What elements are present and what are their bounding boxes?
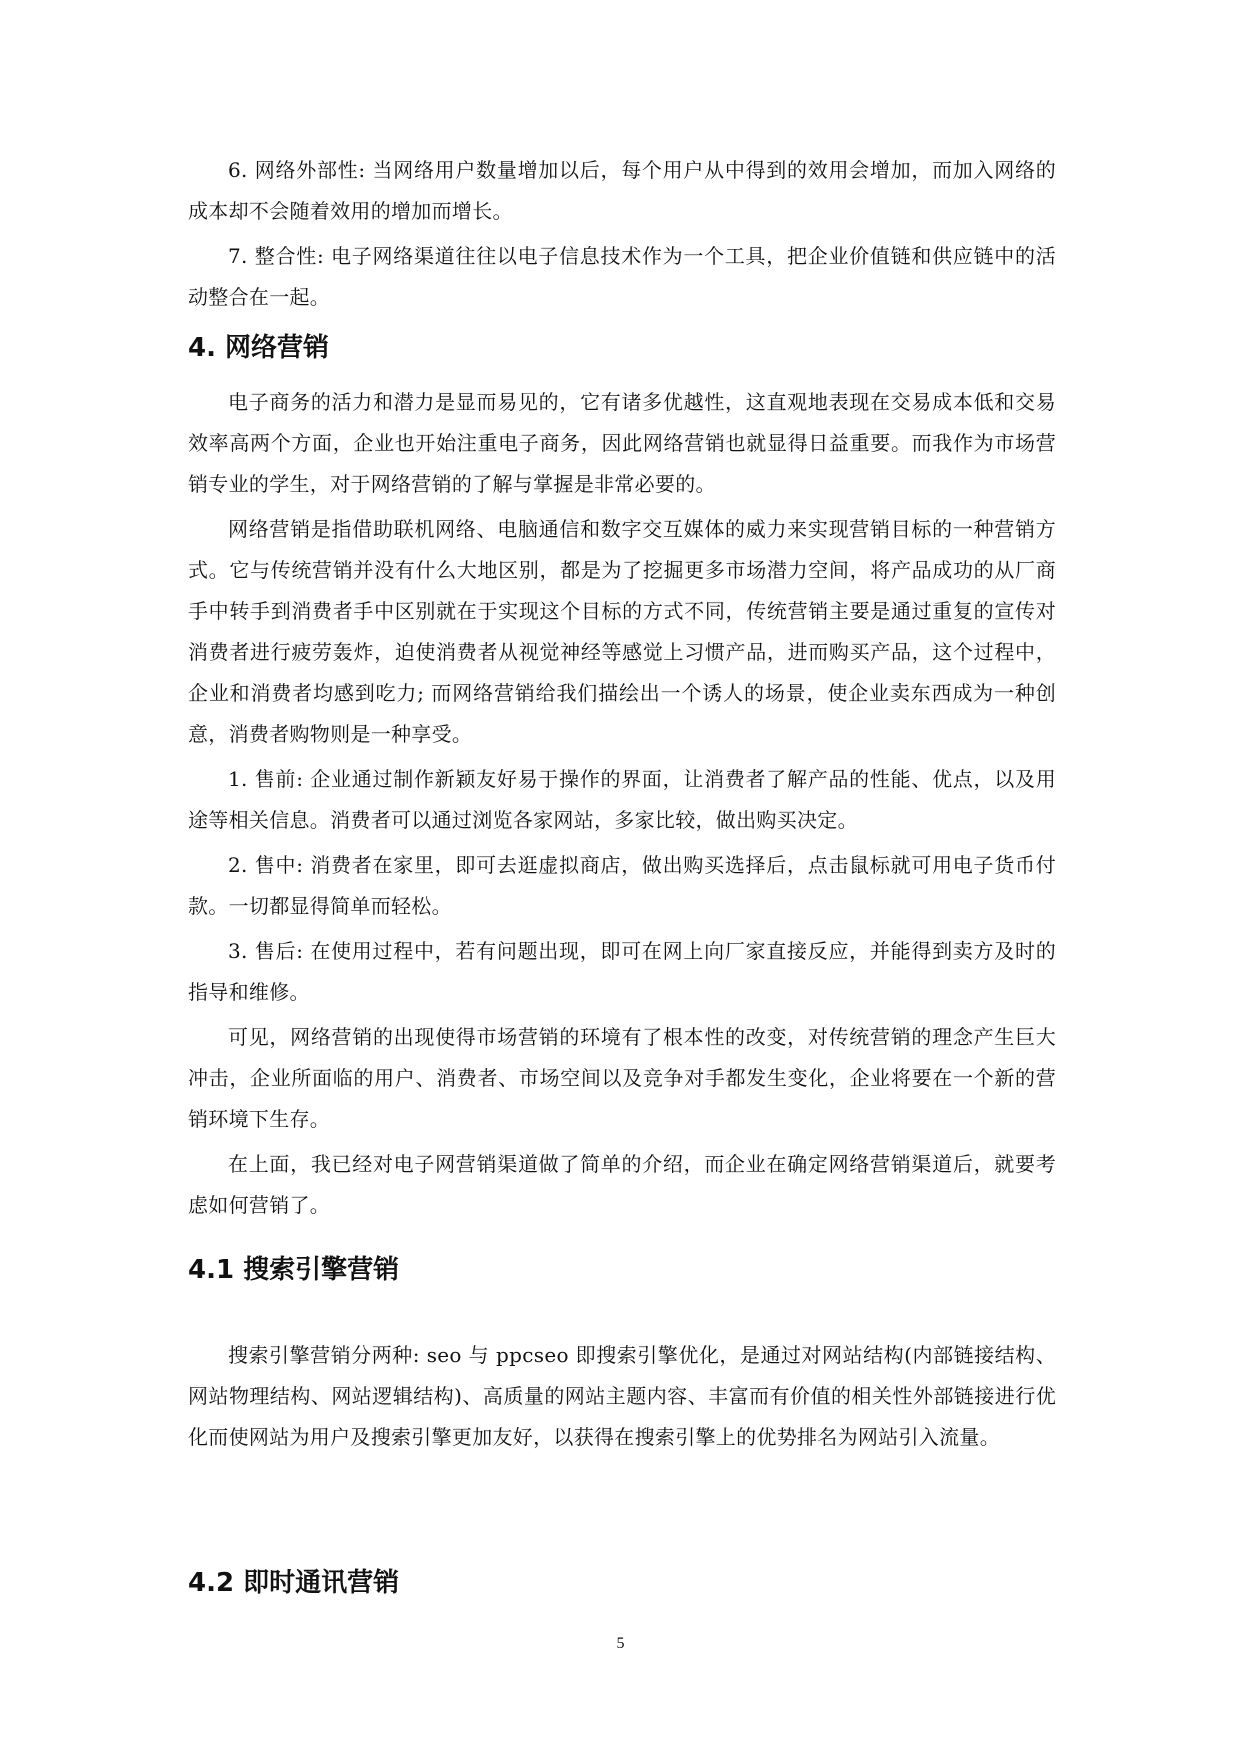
section-heading-network-marketing: 4. 网络营销 — [188, 333, 330, 363]
main-content — [188, 150, 1056, 1230]
section-heading-search-engine-marketing: 4.1 搜索引擎营销 — [188, 1255, 400, 1285]
paragraph-summary: 在上面，我已经对电子网营销渠道做了简单的介绍，而企业在确定网络营销渠道后，就要考虑如何营销了。 — [188, 1152, 1056, 1217]
paragraph-pre-sale: 1. 售前: 企业通过制作新颖友好易于操作的界面，让消费者了解产品的性能、优点，以及用途等相关信息。消费者可以通过浏览各家网站，多家比较，做出购买决定。 — [188, 767, 1056, 832]
paragraph-in-sale: 2. 售中: 消费者在家里，即可去逛虚拟商店，做出购买选择后，点击鼠标就可用电子货币付款。一切都显得简单而轻松。 — [188, 853, 1056, 918]
paragraph-seo: 搜索引擎营销分两种: seo 与 ppcseo 即搜索引擎优化，是通过对网站结构(内部链接结构、网站物理结构、网站逻辑结构)、高质量的网站主题内容、丰富而有价值的相关性外部链接进行优化而使网站为用户及搜索引擎更加友好，以获得在搜索引擎上的优势排名为网站引入流量。 — [188, 1343, 1056, 1449]
paragraph-integration: 7. 整合性: 电子网络渠道往往以电子信息技术作为一个工具，把企业价值链和供应链中的活动整合在一起。 — [188, 244, 1056, 309]
search-engine-marketing-body — [188, 1335, 1056, 1462]
paragraph-network-externality: 6. 网络外部性: 当网络用户数量增加以后，每个用户从中得到的效用会增加，而加入网络的成本却不会随着效用的增加而增长。 — [188, 158, 1056, 223]
paragraph-environment-change: 可见，网络营销的出现使得市场营销的环境有了根本性的改变，对传统营销的理念产生巨大冲击，企业所面临的用户、消费者、市场空间以及竞争对手都发生变化，企业将要在一个新的营销环境下生存。 — [188, 1025, 1056, 1131]
page-number: 5 — [616, 1635, 625, 1652]
paragraph-network-marketing-definition: 网络营销是指借助联机网络、电脑通信和数字交互媒体的威力来实现营销目标的一种营销方式。它与传统营销并没有什么大地区别，都是为了挖掘更多市场潜力空间，将产品成功的从厂商手中转手到消费者手中区别就在于实现这个目标的方式不同，传统营销主要是通过重复的宣传对消费者进行疲劳轰炸，迫使消费者从视觉神经等感觉上习惯产品，进而购买产品，这个过程中，企业和消费者均感到吃力; 而网络营销给我们描绘出一个诱人的场景，使企业卖东西成为一种创意，消费者购物则是一种享受。 — [188, 517, 1056, 746]
section-heading-im-marketing: 4.2 即时通讯营销 — [188, 1568, 400, 1598]
paragraph-ecommerce-advantages: 电子商务的活力和潜力是显而易见的，它有诸多优越性，这直观地表现在交易成本低和交易效率高两个方面，企业也开始注重电子商务，因此网络营销也就显得日益重要。而我作为市场营销专业的学生，对于网络营销的了解与掌握是非常必要的。 — [188, 390, 1056, 496]
paragraph-after-sale: 3. 售后: 在使用过程中，若有问题出现，即可在网上向厂家直接反应，并能得到卖方及时的指导和维修。 — [188, 939, 1056, 1004]
